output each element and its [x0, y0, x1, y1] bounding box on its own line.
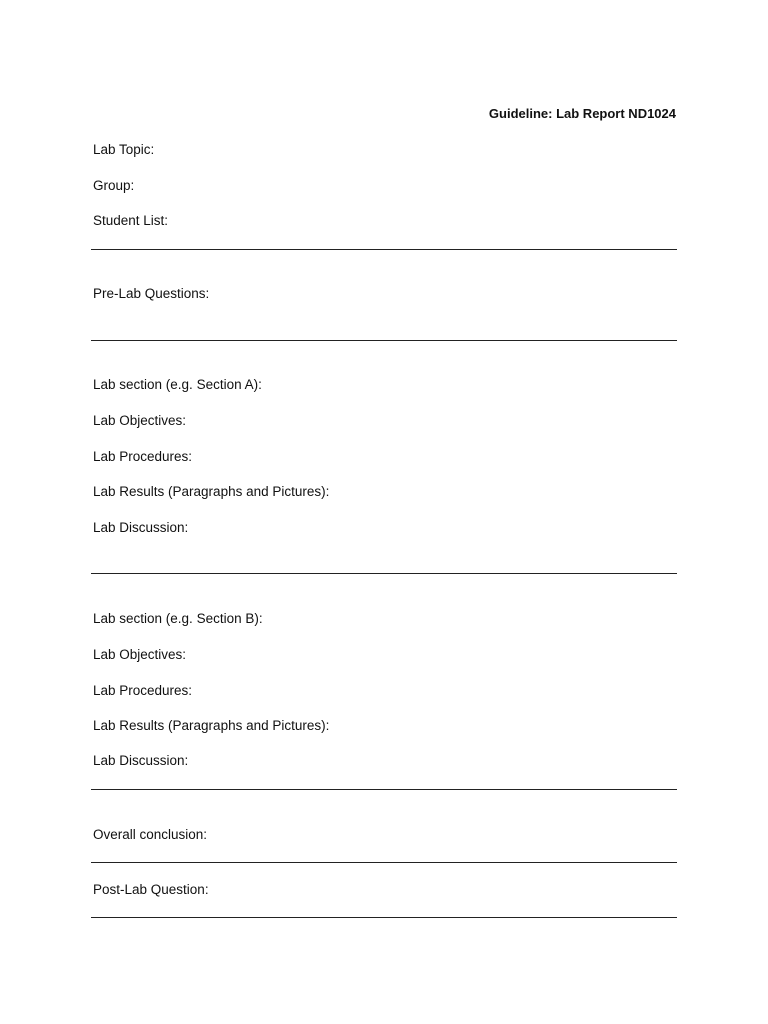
section-divider: [91, 917, 677, 918]
section-b-procedures-label: Lab Procedures:: [93, 683, 193, 698]
section-a-heading: Lab section (e.g. Section A):: [93, 377, 262, 392]
overall-conclusion-label: Overall conclusion:: [93, 827, 208, 842]
section-b-results-label: Lab Results (Paragraphs and Pictures):: [93, 718, 330, 733]
section-a-objectives-label: Lab Objectives:: [93, 413, 187, 428]
section-divider: [91, 573, 677, 574]
student-list-label: Student List:: [93, 213, 169, 228]
post-lab-question-label: Post-Lab Question:: [93, 882, 209, 897]
section-a-procedures-label: Lab Procedures:: [93, 449, 193, 464]
document-header-title: Guideline: Lab Report ND1024: [488, 106, 676, 121]
section-b-objectives-label: Lab Objectives:: [93, 647, 187, 662]
section-a-discussion-label: Lab Discussion:: [93, 520, 189, 535]
section-divider: [91, 789, 677, 790]
section-b-discussion-label: Lab Discussion:: [93, 753, 189, 768]
section-b-heading: Lab section (e.g. Section B):: [93, 611, 263, 626]
group-label: Group:: [93, 178, 135, 193]
pre-lab-questions-label: Pre-Lab Questions:: [93, 286, 210, 301]
lab-topic-label: Lab Topic:: [93, 142, 155, 157]
section-divider: [91, 340, 677, 341]
section-divider: [91, 862, 677, 863]
section-a-results-label: Lab Results (Paragraphs and Pictures):: [93, 484, 330, 499]
section-divider: [91, 249, 677, 250]
